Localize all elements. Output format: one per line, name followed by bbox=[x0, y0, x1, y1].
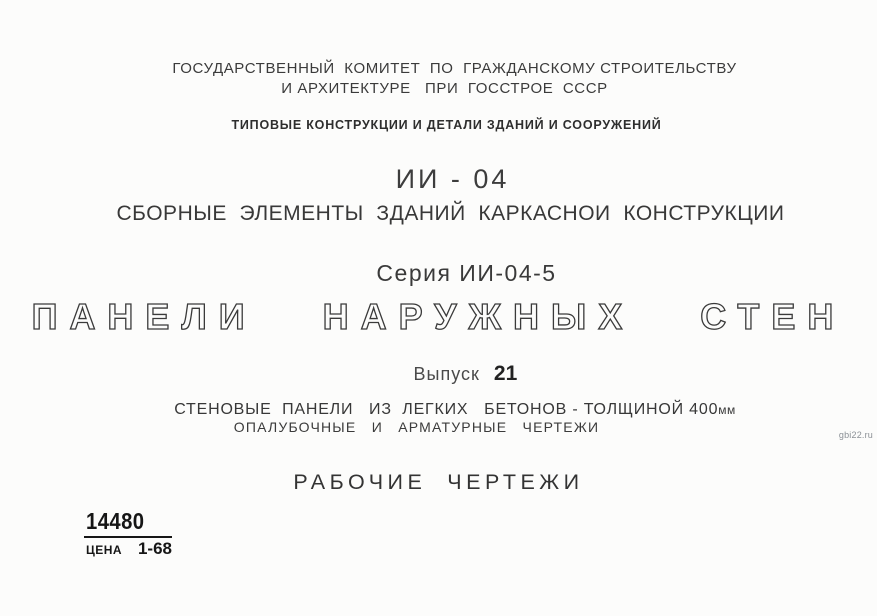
org-name-line2: И АРХИТЕКТУРЕ ПРИ ГОССТРОЕ СССР bbox=[281, 80, 608, 97]
price-row bbox=[84, 539, 172, 559]
subtitle-line1-unit: мм bbox=[718, 403, 736, 417]
inventory-price-stamp bbox=[84, 508, 172, 559]
inventory-number: 14480 bbox=[86, 508, 145, 534]
subtitle-line1-text: СТЕНОВЫЕ ПАНЕЛИ ИЗ ЛЕГКИХ БЕТОНОВ - ТОЛЩИНОЙ 400 bbox=[174, 401, 719, 418]
series-code: ИИ - 04 bbox=[395, 164, 510, 194]
price-label: ЦЕНА bbox=[86, 543, 123, 557]
inventory-number-underline bbox=[84, 508, 172, 538]
series-program-title: ТИПОВЫЕ КОНСТРУКЦИИ И ДЕТАЛИ ЗДАНИЙ И СООРУЖЕНИЙ bbox=[231, 118, 662, 132]
issue-label: Выпуск bbox=[413, 364, 480, 384]
series-description: СБОРНЫЕ ЭЛЕМЕНТЫ ЗДАНИЙ КАРКАСНОИ КОНСТРУКЦИИ bbox=[116, 202, 785, 225]
org-name-line1: ГОСУДАРСТВЕННЫЙ КОМИТЕТ ПО ГРАЖДАНСКОМУ СТРОИТЕЛЬСТВУ bbox=[172, 60, 737, 77]
watermark: gbi22.ru bbox=[838, 430, 873, 440]
price-value: 1-68 bbox=[137, 539, 172, 558]
series-full-code: Серия ИИ-04-5 bbox=[376, 260, 557, 286]
subtitle-line2: ОПАЛУБОЧНЫЕ И АРМАТУРНЫЕ ЧЕРТЕЖИ bbox=[233, 419, 600, 435]
working-drawings-title: РАБОЧИЕ ЧЕРТЕЖИ bbox=[293, 470, 584, 494]
issue-number: 21 bbox=[493, 362, 518, 385]
main-title: ПАНЕЛИ НАРУЖНЫХ СТЕН bbox=[31, 296, 846, 337]
